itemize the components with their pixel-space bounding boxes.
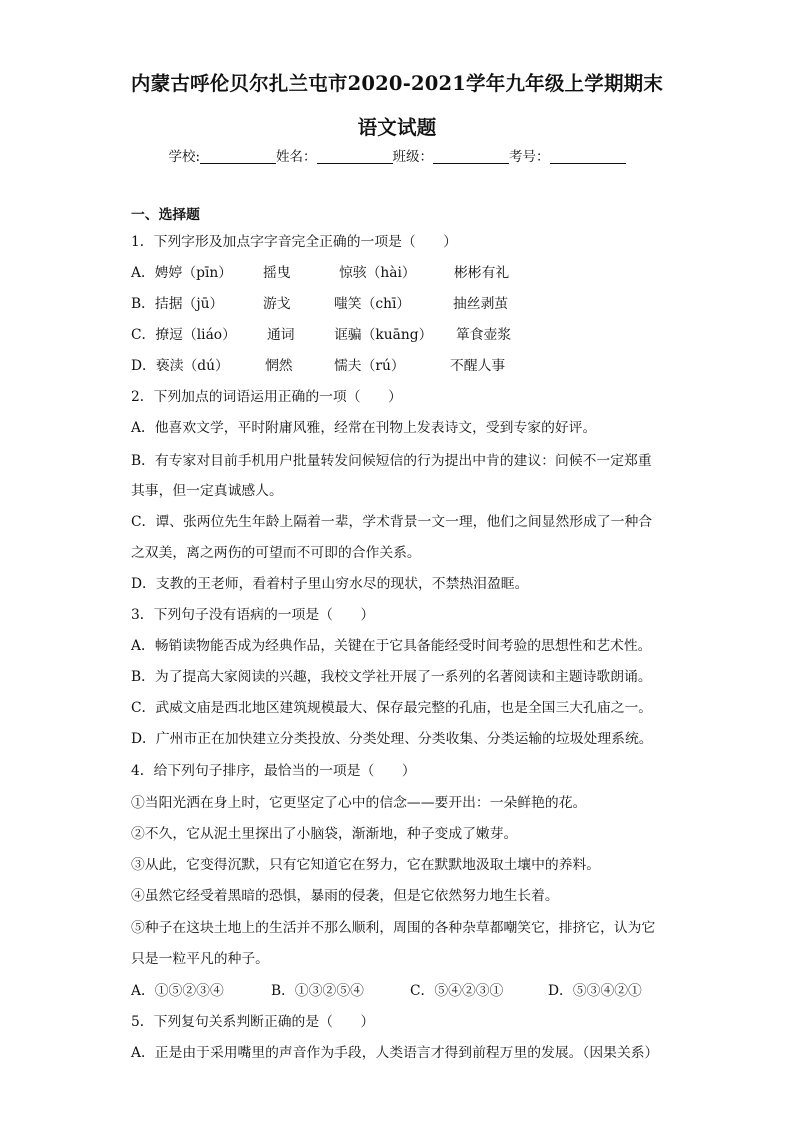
school-blank[interactable] <box>200 149 276 164</box>
school-label: 学校: <box>168 149 201 165</box>
q4-sentence: ③从此，它变得沉默，只有它知道它在努力，它在默默地汲取土壤中的养料。 <box>131 857 601 873</box>
class-label: 班级： <box>392 149 434 165</box>
q5-line: A．正是由于采用嘴里的声音作为手段，人类语言才得到前程万里的发展。（因果关系） <box>131 1045 659 1061</box>
q4-stem: 4．给下列句子排序，最恰当的一项是（ ） <box>131 763 416 779</box>
name-blank[interactable] <box>317 149 393 164</box>
q1-a-col3: 惊骇（hài） <box>339 265 416 281</box>
q2-line: 其事，但一定真诚感人。 <box>131 483 283 499</box>
q4-sentence: ①当阳光洒在身上时，它更坚定了心中的信念——要开出：一朵鲜艳的花。 <box>131 795 587 811</box>
q1-a-col4: 彬彬有礼 <box>454 265 510 281</box>
q3-line: C．武威文庙是西北地区建筑规模最大、保存最完整的孔庙，也是全国三大孔庙之一。 <box>131 700 653 716</box>
q1-d-col4: 不醒人事 <box>450 358 506 374</box>
number-label: 考号： <box>509 149 550 165</box>
q1-c-col4: 箪食壶浆 <box>456 327 512 343</box>
q2-line: 之双美，离之两伤的可望而不可即的合作关系。 <box>131 545 421 561</box>
q4-option-c: C．⑤④②③① <box>410 983 504 999</box>
q4-sentence: ④虽然它经受着黑暗的恐惧，暴雨的侵袭，但是它依然努力地生长着。 <box>131 888 559 904</box>
name-label: 姓名： <box>276 149 317 165</box>
q1-c-col2: 通词 <box>267 327 295 343</box>
q4-option-a: A．①⑤②③④ <box>131 983 224 999</box>
q2-line: B．有专家对目前手机用户批量转发问候短信的行为提出中肯的建议：问候不一定郑重 <box>131 453 652 469</box>
q1-d-col1: D．亵渎（dú） <box>131 358 229 374</box>
section-heading: 一、选择题 <box>131 207 200 223</box>
q3-line: B．为了提高大家阅读的兴趣，我校文学社开展了一系列的名著阅读和主题诗歌朗诵。 <box>131 669 652 685</box>
q4-sentence: 只是一粒平凡的种子。 <box>131 951 269 967</box>
q3-line: D．广州市正在加快建立分类投放、分类处理、分类收集、分类运输的垃圾处理系统。 <box>131 731 653 747</box>
exam-title-line1: 内蒙古呼伦贝尔扎兰屯市2020-2021学年九年级上学期期末 <box>130 72 664 95</box>
q1-a-col2: 摇曳 <box>263 265 291 281</box>
q1-b-col2: 游戈 <box>263 296 291 312</box>
q1-d-col3: 懦夫（rú） <box>334 358 405 374</box>
class-blank[interactable] <box>433 149 509 164</box>
q1-b-col1: B．拮据（jū） <box>131 296 224 312</box>
q2-line: D．支教的王老师，看着村子里山穷水尽的现状，不禁热泪盈眶。 <box>131 576 529 592</box>
q4-sentence: ②不久，它从泥土里探出了小脑袋，渐渐地，种子变成了嫩芽。 <box>131 826 518 842</box>
q1-a-col1: A．娉婷（pīn） <box>131 265 233 281</box>
q1-d-col2: 惘然 <box>265 358 293 374</box>
q2-line: A．他喜欢文学，平时附庸风雅，经常在刊物上发表诗文，受到专家的好评。 <box>131 420 597 436</box>
number-blank[interactable] <box>550 149 626 164</box>
q1-stem: 1．下列字形及加点字字音完全正确的一项是（ ） <box>131 234 458 250</box>
q3-stem: 3．下列句子没有语病的一项是（ ） <box>131 607 375 623</box>
q1-c-col3: 诓骗（kuāng） <box>334 327 433 343</box>
q4-sentence: ⑤种子在这块土地上的生活并不那么顺利，周围的各种杂草都嘲笑它，排挤它，认为它 <box>131 920 656 936</box>
q1-b-col3: 嗤笑（chī） <box>334 296 411 312</box>
student-info-row <box>60 145 734 165</box>
exam-title-line2: 语文试题 <box>357 116 437 139</box>
q3-line: A．畅销读物能否成为经典作品，关键在于它具备能经受时间考验的思想性和艺术性。 <box>131 638 652 654</box>
q2-stem: 2．下列加点的词语运用正确的一项（ ） <box>131 389 402 405</box>
q4-option-b: B．①③②⑤④ <box>271 983 364 999</box>
q2-line: C．谭、张两位先生年龄上隔着一辈，学术背景一文一理，他们之间显然形成了一种合 <box>131 514 653 530</box>
q5-stem: 5．下列复句关系判断正确的是（ ） <box>131 1014 375 1030</box>
q1-b-col4: 抽丝剥茧 <box>453 296 509 312</box>
q1-c-col1: C．撩逗（liáo） <box>131 327 236 343</box>
q4-option-d: D．⑤③④②① <box>548 983 642 999</box>
